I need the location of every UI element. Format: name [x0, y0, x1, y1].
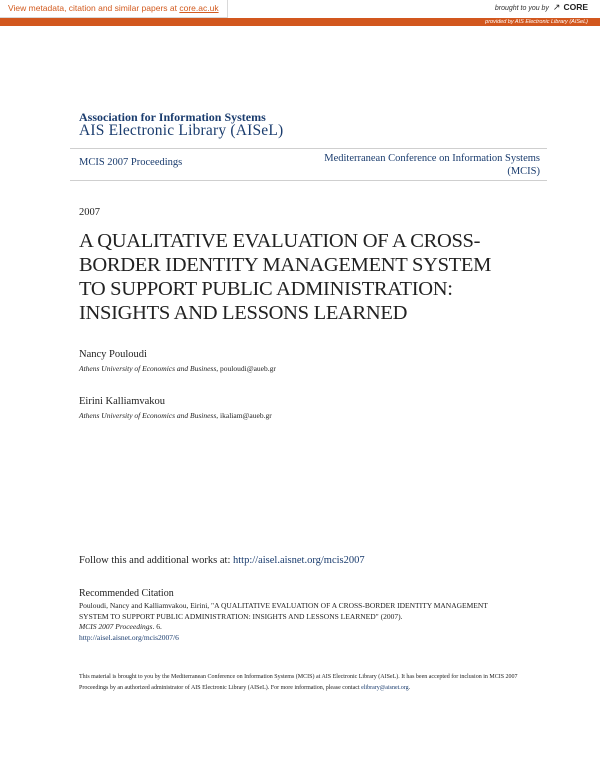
paper-title: A QUALITATIVE EVALUATION OF A CROSS-BORDER IDENTITY MANAGEMENT SYSTEM TO SUPPORT PUBLIC ADMINISTRATION: INSIGHTS AND LESSONS LEARNED: [79, 230, 492, 324]
author-affiliation: [79, 364, 276, 373]
author-name: Nancy Pouloudi: [79, 349, 147, 360]
citation-text: Pouloudi, Nancy and Kalliamvakou, Eirini, "A QUALITATIVE EVALUATION OF A CROSS-BORDER IDENTITY MANAGEMENT SYSTEM TO SUPPORT PUBLIC ADMINISTRATION: INSIGHTS AND LESSONS LEARNED" (2007).: [79, 601, 488, 621]
affiliation-email: , pouloudi@aueb.gr: [216, 364, 276, 373]
library-name[interactable]: AIS Electronic Library (AISeL): [79, 122, 284, 139]
core-metadata-link[interactable]: [0, 0, 228, 18]
divider-top: [70, 148, 547, 149]
core-banner: [0, 0, 600, 18]
core-logo: CORE: [563, 2, 588, 12]
follow-text: Follow this and additional works at:: [79, 555, 233, 566]
citation-body: [79, 601, 519, 643]
series-link-proceedings[interactable]: MCIS 2007 Proceedings: [79, 157, 183, 168]
divider-bottom: [70, 180, 547, 181]
citation-heading: Recommended Citation: [79, 588, 174, 599]
footer-text: This material is brought to you by the Mediterranean Conference on Information Systems (MCIS) at AIS Electronic Library (AISeL). It has been accepted for inclusion in MCIS 2007 Proceedings by an authorized administrator of AIS Electronic Library (AISeL). For more information, please contact: [79, 674, 518, 691]
citation-proceedings: MCIS 2007 Proceedings: [79, 622, 153, 631]
affiliation-institution: Athens University of Economics and Business: [79, 411, 217, 420]
publication-year: 2007: [79, 207, 100, 218]
footer-notice: [79, 672, 519, 694]
provider-strip: [0, 18, 600, 26]
core-logo-icon: ↗: [552, 2, 561, 12]
series-link-conference[interactable]: Mediterranean Conference on Information Systems (MCIS): [324, 153, 540, 177]
core-link-prefix: View metadata, citation and similar papers at: [8, 3, 180, 13]
affiliation-email: , ikaliam@aueb.gr: [216, 411, 272, 420]
footer-email-link[interactable]: elibrary@aisnet.org: [361, 685, 409, 691]
follow-line: [79, 555, 365, 566]
citation-number: . 6.: [152, 622, 162, 631]
affiliation-institution: Athens University of Economics and Business: [79, 364, 217, 373]
organization-name[interactable]: Association for Information Systems: [79, 110, 266, 124]
author-name: Eirini Kalliamvakou: [79, 396, 166, 407]
footer-end: .: [408, 685, 411, 691]
core-link-domain[interactable]: core.ac.uk: [179, 3, 219, 13]
core-brand[interactable]: [495, 2, 588, 13]
provided-by-text: provided by AIS Electronic Library (AISeL): [485, 19, 588, 25]
author-affiliation: [79, 411, 272, 420]
brought-by-text: brought to you by: [494, 5, 549, 12]
follow-link[interactable]: http://aisel.aisnet.org/mcis2007: [233, 555, 365, 566]
citation-link[interactable]: http://aisel.aisnet.org/mcis2007/6: [79, 632, 179, 642]
